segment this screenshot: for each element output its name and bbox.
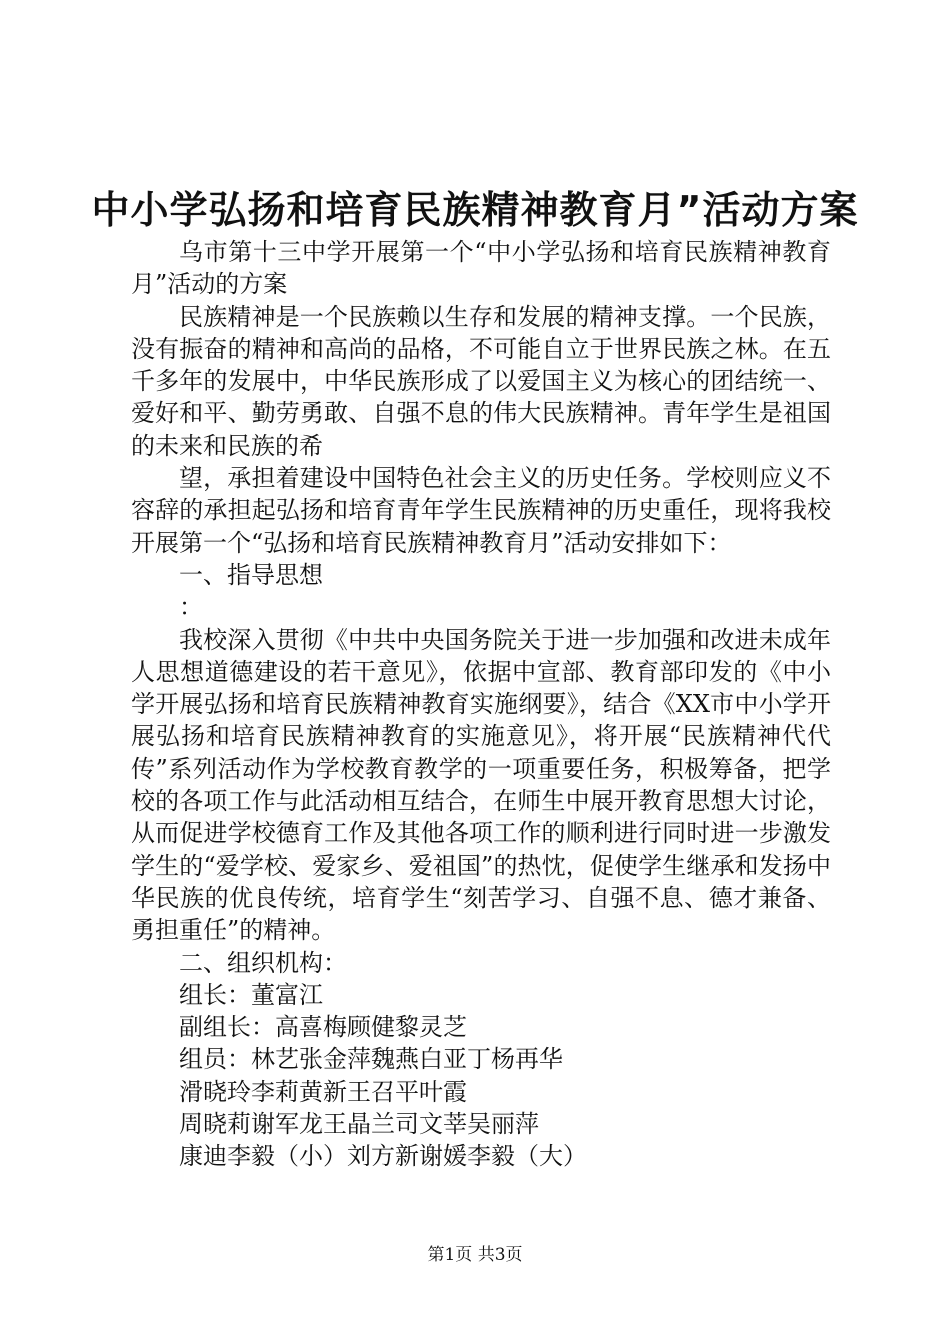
org-members-line-4: 康迪李毅（小）刘方新谢媛李毅（大）: [179, 1142, 587, 1171]
page-number-footer: 第1页 共3页: [427, 1245, 523, 1265]
section-heading-guiding-thought: 一、指导思想: [179, 560, 323, 589]
paragraph-task: 望，承担着建设中国特色社会主义的历史任务。学校则应义不容辞的承担起弘扬和培育青年学生民族精神的历史重任，现将我校开展第一个“弘扬和培育民族精神教育月”活动安排如下：: [131, 464, 831, 557]
section-heading-organization: 二、组织机构：: [179, 948, 347, 977]
document-body: [131, 236, 831, 1173]
document-title: 中小学弘扬和培育民族精神教育月”活动方案: [91, 188, 859, 232]
paragraph-intro: 民族精神是一个民族赖以生存和发展的精神支撑。一个民族，没有振奋的精神和高尚的品格，不可能自立于世界民族之林。在五千多年的发展中，中华民族形成了以爱国主义为核心的团结统一、爱好和平、勤劳勇敢、自强不息的伟大民族精神。青年学生是祖国的未来和民族的希: [131, 302, 831, 460]
org-members-line-1: 组员：林艺张金萍魏燕白亚丁杨再华: [179, 1045, 563, 1074]
paragraph-guiding-thought: 我校深入贯彻《中共中央国务院关于进一步加强和改进未成年人思想道德建设的若干意见》，依据中宣部、教育部印发的《中小学开展弘扬和培育民族精神教育实施纲要》，结合《XX市中小学开展弘扬和培育民族精神教育的实施意见》，将开展“民族精神代代传”系列活动作为学校教育教学的一项重要任务，积极筹备，把学校的各项工作与此活动相互结合，在师生中展开教育思想大讨论，从而促进学校德育工作及其他各项工作的顺利进行同时进一步激发学生的“爱学校、爱家乡、爱祖国”的热忱，促使学生继承和发扬中华民族的优良传统，培育学生“刻苦学习、自强不息、德才兼备、勇担重任”的精神。: [131, 625, 831, 945]
paragraph-subtitle: 乌市第十三中学开展第一个“中小学弘扬和培育民族精神教育月”活动的方案: [131, 238, 831, 299]
org-deputy-leaders: 副组长：高喜梅顾健黎灵芝: [179, 1013, 467, 1042]
org-members-line-2: 滑晓玲李莉黄新王召平叶霞: [179, 1077, 467, 1106]
colon-line: ：: [179, 593, 203, 622]
org-members-line-3: 周晓莉谢军龙王晶兰司文莘吴丽萍: [179, 1110, 539, 1139]
org-leader: 组长：董富江: [179, 980, 323, 1009]
